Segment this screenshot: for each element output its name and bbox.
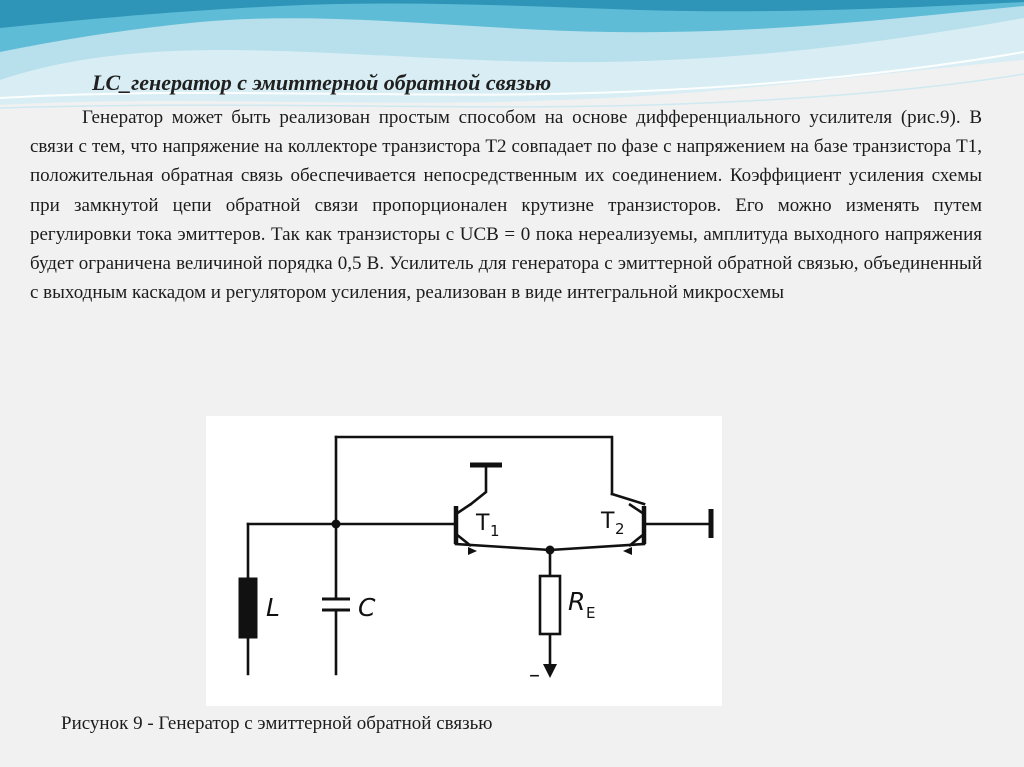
slide-title: LC_генератор с эмиттерной обратной связью [92,70,552,95]
t2-subscript: 2 [615,520,625,538]
circuit-diagram-panel [206,416,722,706]
junction-dot [332,520,341,529]
resistor-subscript: E [586,604,596,622]
decorative-wave-header [0,0,1024,115]
inductor-label: L [266,593,280,622]
t2-emitter-arrow [623,547,632,555]
figure-caption: Рисунок 9 - Генератор с эмиттерной обратной связью [61,713,493,734]
capacitor-label: C [358,593,376,622]
circuit-diagram [206,416,722,706]
t1-subscript: 1 [490,522,500,540]
ground-arrow [543,664,557,678]
junction-dot [546,546,555,555]
minus-label: – [529,663,540,688]
t1-collector-wire [471,465,486,504]
transistor-t2 [629,504,644,546]
capacitor-symbol [322,599,350,610]
resistor-symbol [540,576,560,634]
body-text [30,103,982,307]
t2-label: T [601,509,615,534]
t1-label: T [476,511,490,536]
t2-collector-wire [612,494,644,504]
body-paragraph: Генератор может быть реализован простым способом на основе дифференциального усилителя (рис.9). В связи с тем, что напряжение на коллекторе транзистора Т2 совпадает по фазе с напряжением на базе транзистора Т1, положительная обратная связь обеспечивается непосредственным их соединением. Коэффициент усиления схемы при замкнутой цепи обратной связи пропорционален крутизне транзисторов. Его можно изменять путем регулировки тока эмиттеров. Так как транзисторы с UCB = 0 пока нереализуемы, амплитуда выходного напряжения будет ограничена величиной порядка 0,5 В. Усилитель для генератора с эмиттерной обратной связью, объединенный с выходным каскадом и регулятором усиления, реализован в виде интегральной микросхемы [30,107,982,304]
resistor-label: R [568,587,586,616]
inductor-symbol [239,578,257,638]
t1-emitter-arrow [468,547,477,555]
transistor-t1 [456,504,471,546]
